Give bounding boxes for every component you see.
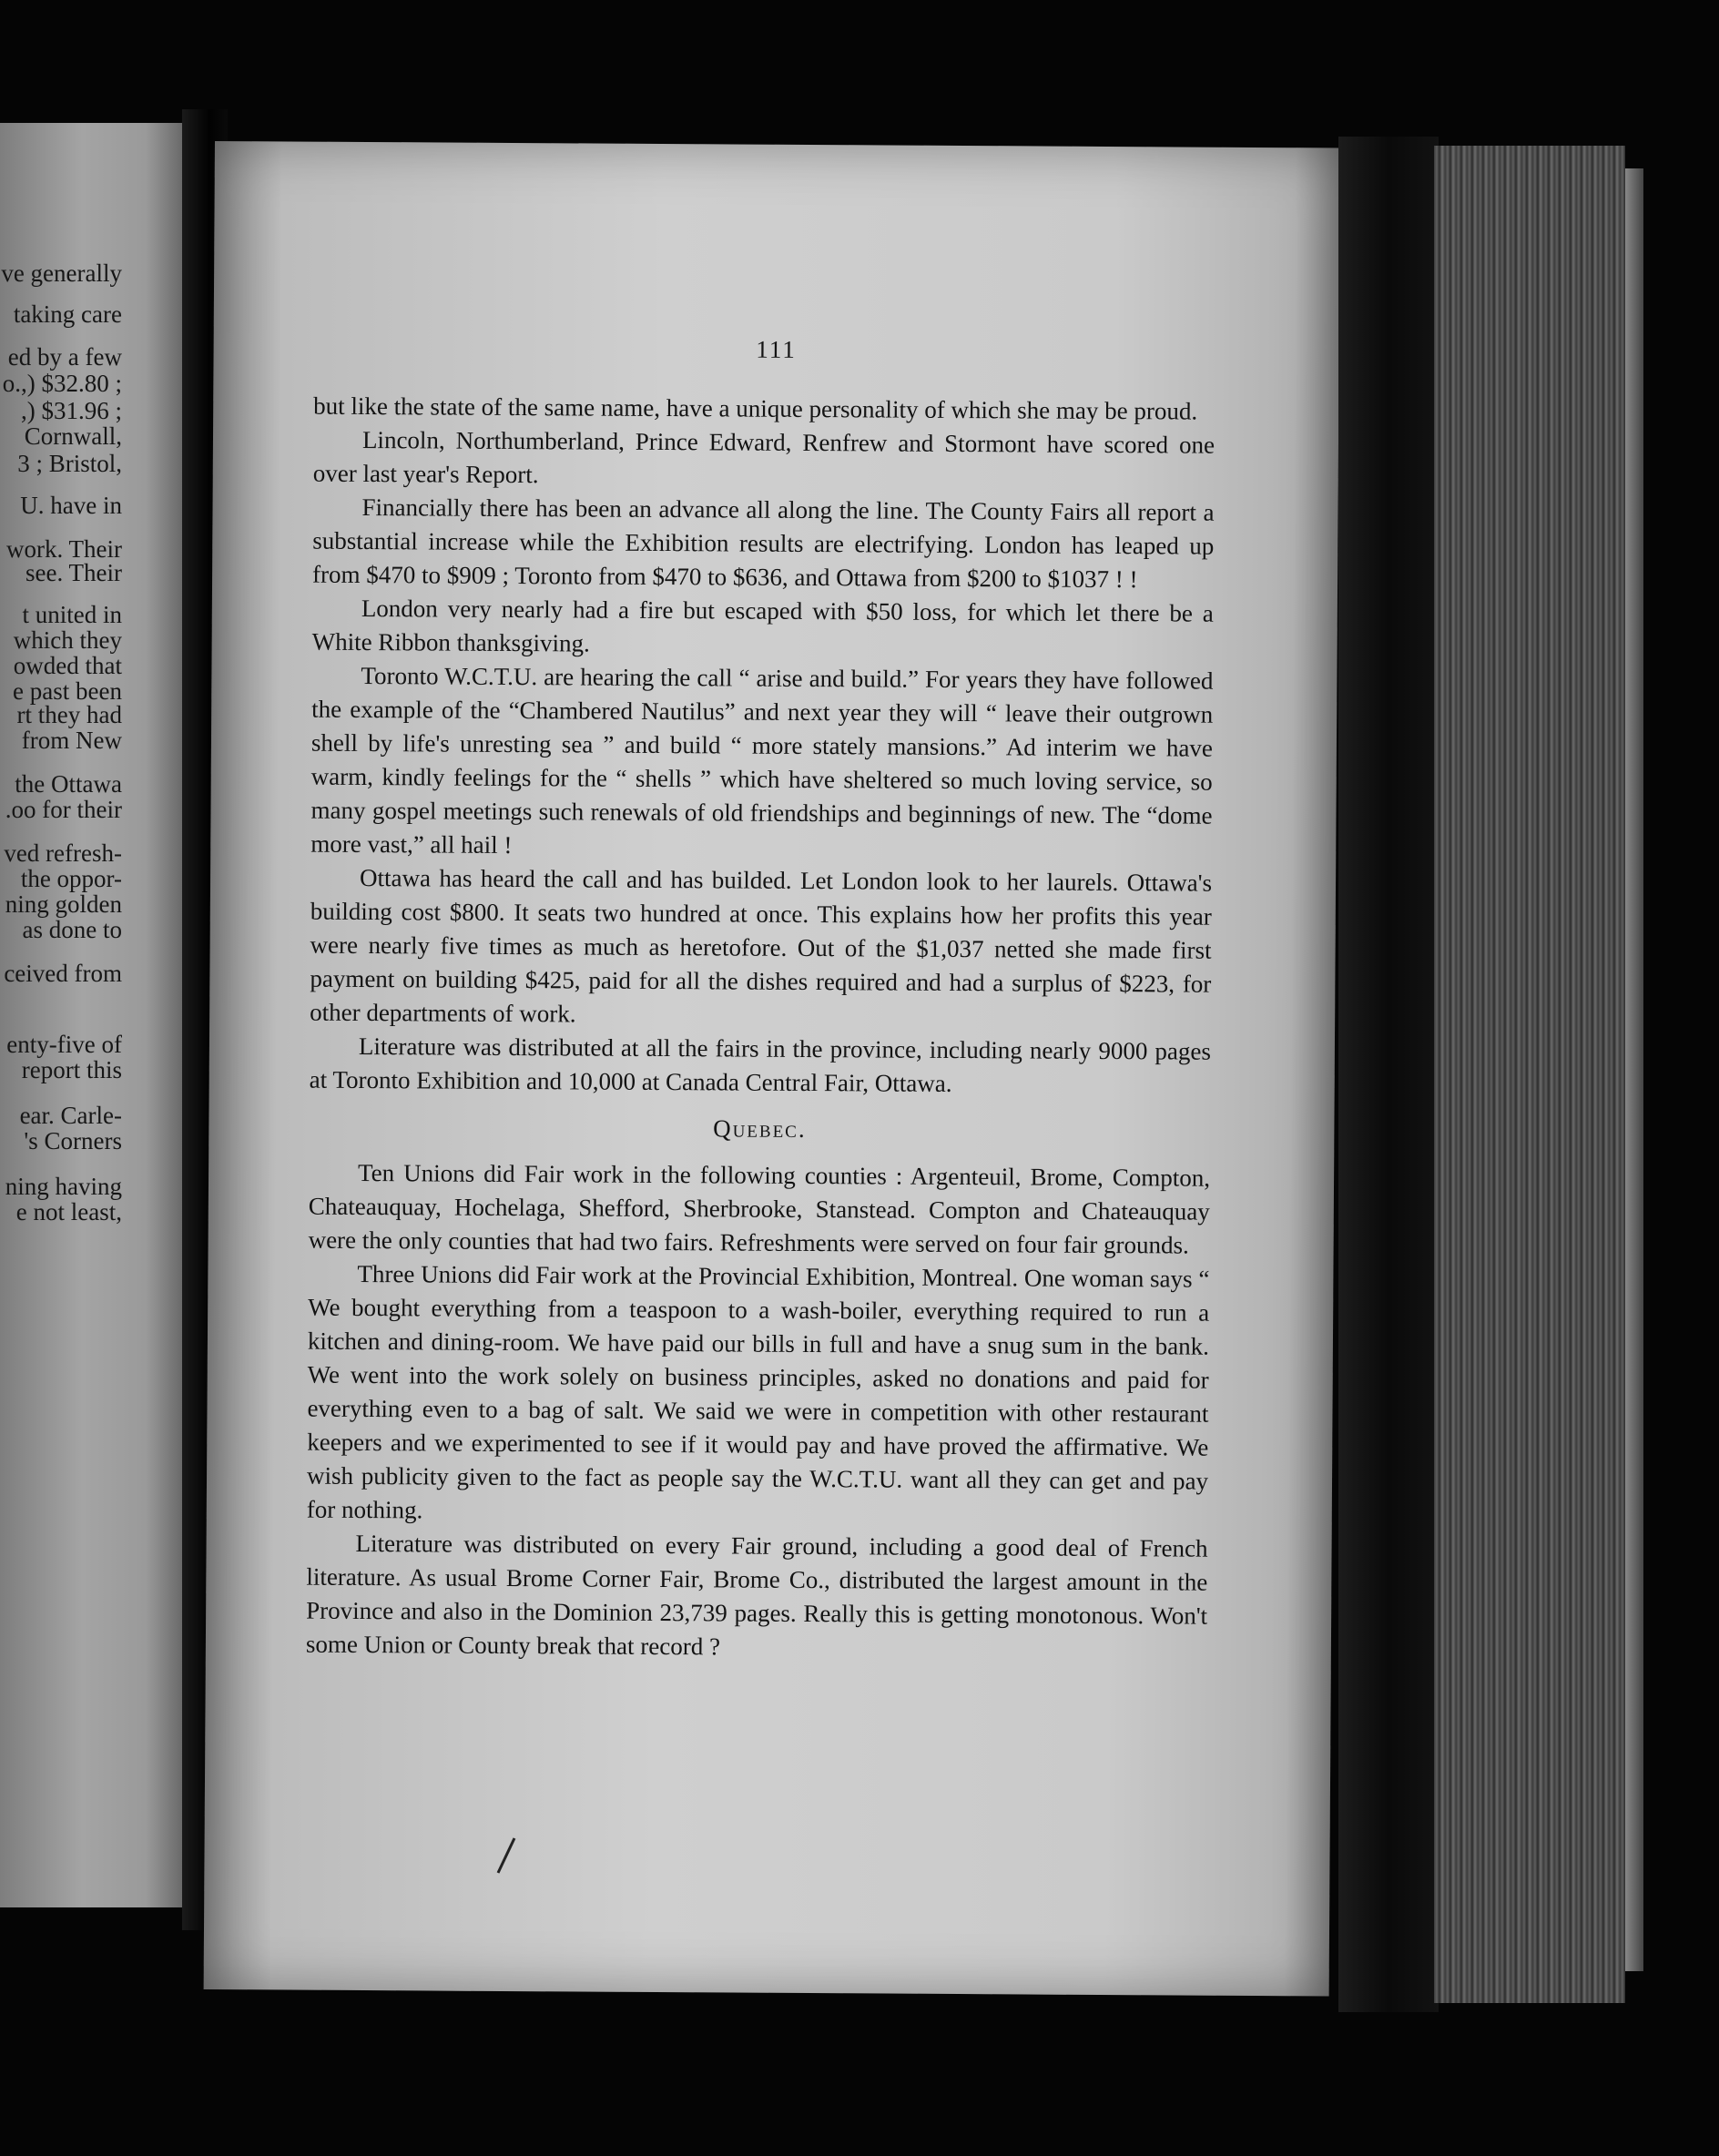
left-page-line: ning having	[5, 1173, 122, 1200]
left-page-line: taking care	[13, 300, 122, 328]
left-page-line: e not least,	[15, 1198, 122, 1225]
paragraph-2: Lincoln, Northumberland, Prince Edward, Renfrew and Stormont have scored one over last year's Report.	[312, 425, 1216, 489]
left-page-line: see. Their	[25, 559, 122, 586]
main-page	[204, 141, 1340, 1997]
left-page-line: t united in	[22, 601, 122, 628]
left-page-line: ed by a few	[7, 343, 122, 371]
section-heading-quebec: Quebec.	[713, 1114, 807, 1143]
paragraph-4: London very nearly had a fire but escaped with $50 loss, for which let there be a White Ribbon thanksgiving.	[311, 594, 1214, 657]
left-page-line: 3 ; Bristol,	[17, 450, 122, 477]
left-page-line: U. have in	[20, 492, 122, 519]
left-page-line: ,) $31.96 ;	[21, 397, 122, 424]
left-page-line: ear. Carle-	[19, 1102, 122, 1129]
left-page-line: Cornwall,	[24, 422, 122, 450]
left-page-line: ceived from	[4, 960, 122, 987]
left-page-line: report this	[21, 1056, 122, 1083]
book-edge-shadow	[1338, 137, 1439, 2012]
book-cover-edge	[1625, 168, 1643, 1971]
stacked-page-edges	[1434, 146, 1625, 2003]
left-page-line: rt they had	[16, 701, 122, 728]
paragraph-7: Literature was distributed at all the fairs in the province, including nearly 9000 pages at Toronto Exhibition and 10,000 at Canada Central Fair, Ottawa.	[309, 1032, 1212, 1097]
left-page-line: .oo for their	[5, 796, 122, 823]
left-page-line: 's Corners	[24, 1127, 122, 1154]
left-page-line: e past been	[13, 677, 122, 705]
left-page-line: ning golden	[5, 890, 122, 918]
left-facing-page	[0, 123, 182, 1907]
stray-pencil-mark	[497, 1837, 516, 1873]
left-page-line: ved refresh-	[4, 839, 122, 867]
left-page-line: the oppor-	[20, 865, 122, 892]
paragraph-8: Ten Unions did Fair work in the following counties : Argenteuil, Brome, Compton, Chateauquay, Hochelaga, Shefford, Sherbrooke, Stanstead. Compton and Chateauquay were the only counties that had two fairs. Refreshments were served on four fair grounds.	[308, 1158, 1211, 1259]
left-page-line: the Ottawa	[15, 770, 122, 798]
left-page-line: which they	[13, 626, 122, 654]
page-body	[306, 390, 1216, 1667]
left-page-line: enty-five of	[6, 1031, 122, 1058]
paragraph-6: Ottawa has heard the call and has builded. Let London look to her laurels. Ottawa's building cost $800. It seats two hundred at once. This explains how her profits this year were nearly five times as much as heretofore. Out of the $1,037 netted she made first payment on building $425, paid for all the dishes required and had a surplus of $223, for other departments of work.	[310, 863, 1213, 1028]
paragraph-10: Literature was distributed on every Fair ground, including a good deal of French literature. As usual Brome Corner Fair, Brome Co., distributed the largest amount in the Province and also in the Dominion 23,739 pages. Really this is getting monotonous. Won't some Union or County break that record ?	[305, 1529, 1208, 1661]
paragraph-3: Financially there has been an advance all along the line. The County Fairs all report a substantial increase while the Exhibition results are electrifying. London has leaped up from $470 to $909 ; Toronto from $470 to $636, and Ottawa from $200 to $1037 ! !	[312, 493, 1215, 594]
page-number: 111	[756, 335, 797, 363]
left-page-line: o.,) $32.80 ;	[2, 370, 122, 397]
paragraph-1: but like the state of the same name, have a unique personality of which she may be proud.	[313, 392, 1198, 425]
left-page-line: as done to	[22, 916, 122, 943]
paragraph-9: Three Unions did Fair work at the Provincial Exhibition, Montreal. One woman says “ We bought everything from a teaspoon to a wash-boiler, everything required to run a kitchen and dining-room. We have paid our bills in full and have a snug sum in the bank. We went into the work solely on business principles, asked no donations and paid for everything even to a bag of salt. We said we were in competition with other restaurant keepers and we experimented to see if it would pay and have proved the affirmative. We wish publicity given to the fact as people say the W.C.T.U. want all they can get and pay for nothing.	[306, 1259, 1210, 1524]
left-page-line: owded that	[13, 652, 122, 679]
left-page-line: ve generally	[1, 259, 122, 287]
left-page-line: work. Their	[6, 535, 122, 563]
paragraph-5: Toronto W.C.T.U. are hearing the call “ arise and build.” For years they have followed the example of the “Chambered Nautilus” and next year they will “ leave their outgrown shell by life's unresting sea ” and build “ more stately mansions.” Ad interim we have warm, kindly feelings for the “ shells ” which have sheltered so much loving service, so many gospel meetings such renewals of old friendships and beginnings of new. The “dome more vast,” all hail !	[310, 661, 1214, 859]
left-page-line: from New	[21, 727, 122, 754]
